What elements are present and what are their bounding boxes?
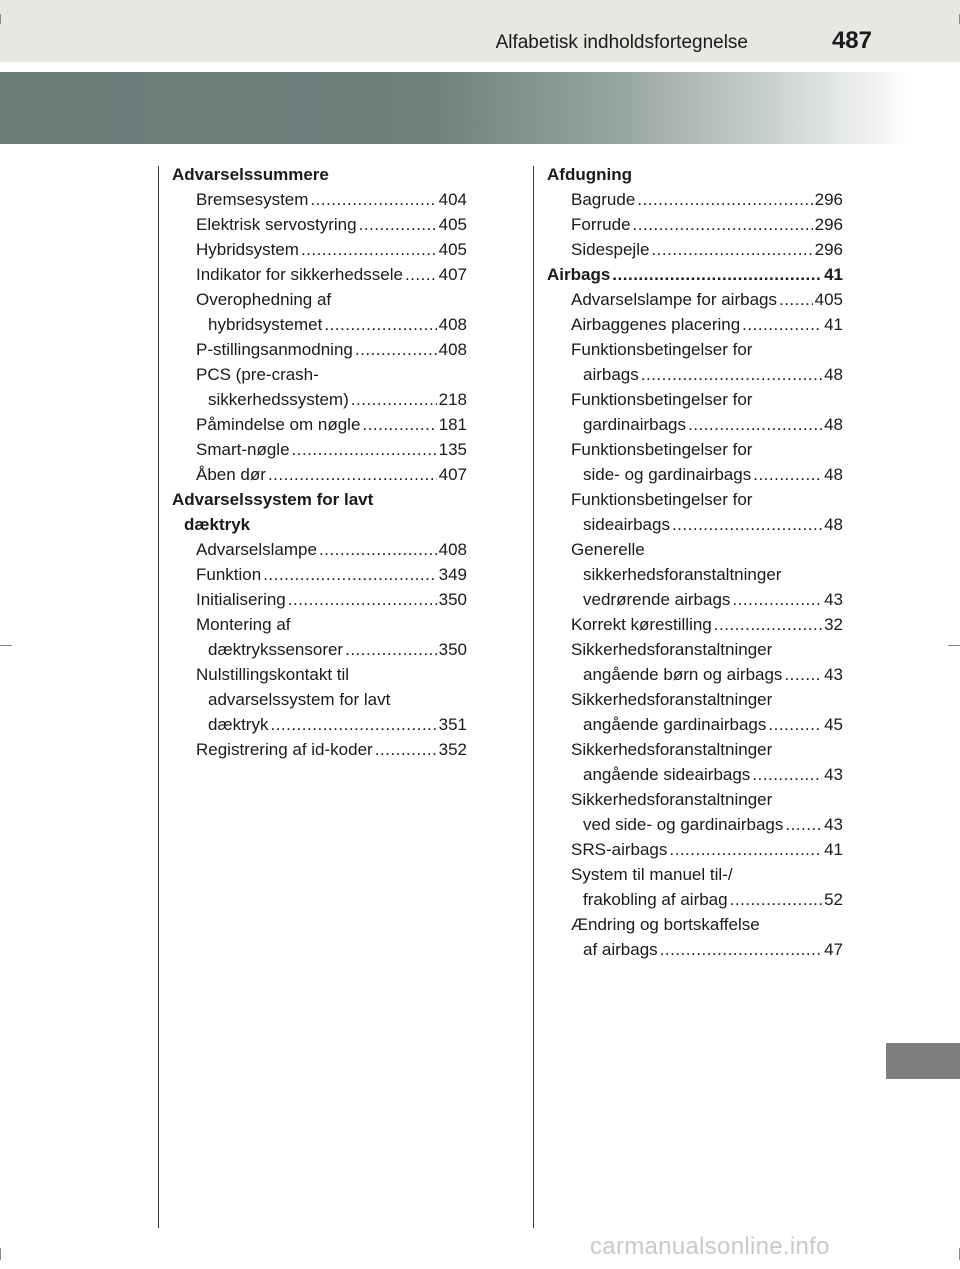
column-rule-right (533, 166, 534, 1228)
index-entry-continued: ved side- og gardinairbags ..... 43 (547, 812, 843, 837)
index-entry: Nulstillingskontakt til (196, 665, 350, 684)
index-entry: Smart-nøgle ..... 135 (172, 437, 467, 462)
index-heading: Afdugning (547, 165, 632, 184)
index-entry: Initialisering ..... 350 (172, 587, 467, 612)
index-entry: Advarselslampe ..... 408 (172, 537, 467, 562)
index-entry: Registrering af id-koder ..... 352 (172, 737, 467, 762)
index-heading-continued: dæktryk (184, 515, 251, 534)
index-heading: Airbags ..... 41 (547, 262, 843, 287)
crop-mark (0, 645, 12, 646)
section-banner (0, 72, 960, 144)
index-entry-continued: angående gardinairbags ..... 45 (547, 712, 843, 737)
index-entry: P-stillingsanmodning ..... 408 (172, 337, 467, 362)
index-entry-continued: sikkerhedssystem) ..... 218 (172, 387, 467, 412)
index-entry-continued: vedrørende airbags ..... 43 (547, 587, 843, 612)
index-entry: Elektrisk servostyring ..... 405 (172, 212, 467, 237)
index-entry-continued: dæktrykssensorer ..... 350 (172, 637, 467, 662)
index-entry: System til manuel til-/ (571, 865, 733, 884)
index-entry: Korrekt kørestilling ..... 32 (547, 612, 843, 637)
header-bar (0, 0, 960, 62)
index-entry-continued: hybridsystemet ..... 408 (172, 312, 467, 337)
index-heading: Advarselssystem for lavt (172, 490, 374, 509)
index-entry-continued: angående sideairbags ..... 43 (547, 762, 843, 787)
index-entry: Funktionsbetingelser for (571, 390, 753, 409)
index-entry: SRS-airbags ..... 41 (547, 837, 843, 862)
column-rule-left (158, 166, 159, 1228)
index-entry-continued: airbags ..... 48 (547, 362, 843, 387)
index-entry: Montering af (196, 615, 291, 634)
index-entry: Overophedning af (196, 290, 332, 309)
index-column-left (172, 162, 467, 762)
index-entry: Påmindelse om nøgle ..... 181 (172, 412, 467, 437)
index-entry: Airbaggenes placering ..... 41 (547, 312, 843, 337)
index-entry: Funktionsbetingelser for (571, 340, 753, 359)
index-entry: Ændring og bortskaffelse (571, 915, 760, 934)
index-entry: Funktionsbetingelser for (571, 440, 753, 459)
index-entry: Bagrude ..... 296 (547, 187, 843, 212)
index-entry: Funktionsbetingelser for (571, 490, 753, 509)
index-entry: Sidespejle ..... 296 (547, 237, 843, 262)
index-entry: Sikkerhedsforanstaltninger (571, 690, 773, 709)
index-heading: Advarselssummere (172, 165, 329, 184)
crop-mark (948, 645, 960, 646)
index-entry: Funktion ..... 349 (172, 562, 467, 587)
index-entry: Sikkerhedsforanstaltninger (571, 790, 773, 809)
index-entry-continued: angående børn og airbags ..... 43 (547, 662, 843, 687)
index-entry: Indikator for sikkerhedssele ..... 407 (172, 262, 467, 287)
index-entry: Sikkerhedsforanstaltninger (571, 640, 773, 659)
index-entry: Sikkerhedsforanstaltninger (571, 740, 773, 759)
page-number: 487 (831, 27, 872, 54)
index-entry: Advarselslampe for airbags ..... 405 (547, 287, 843, 312)
section-tab (886, 1043, 960, 1079)
index-entry: Generelle (571, 540, 645, 559)
page-title: Alfabetisk indholdsfortegnelse (495, 32, 748, 53)
index-entry-continued: sideairbags ..... 48 (547, 512, 843, 537)
index-entry-continued: sikkerhedsforanstaltninger (583, 565, 782, 584)
index-entry-continued: gardinairbags ..... 48 (547, 412, 843, 437)
index-entry-continued: frakobling af airbag ..... 52 (547, 887, 843, 912)
crop-mark (0, 14, 1, 24)
index-column-right (547, 162, 843, 962)
index-entry: Åben dør ..... 407 (172, 462, 467, 487)
index-entry: Forrude ..... 296 (547, 212, 843, 237)
index-entry-continued: side- og gardinairbags ..... 48 (547, 462, 843, 487)
watermark: carmanualsonline.info (590, 1233, 830, 1260)
index-entry-continued: dæktryk ..... 351 (172, 712, 467, 737)
index-entry-continued: advarselssystem for lavt (208, 690, 391, 709)
index-entry: Hybridsystem ..... 405 (172, 237, 467, 262)
index-entry: Bremsesystem ..... 404 (172, 187, 467, 212)
index-entry: PCS (pre-crash- (196, 365, 319, 384)
index-entry-continued: af airbags ..... 47 (547, 937, 843, 962)
crop-mark (0, 1248, 1, 1260)
